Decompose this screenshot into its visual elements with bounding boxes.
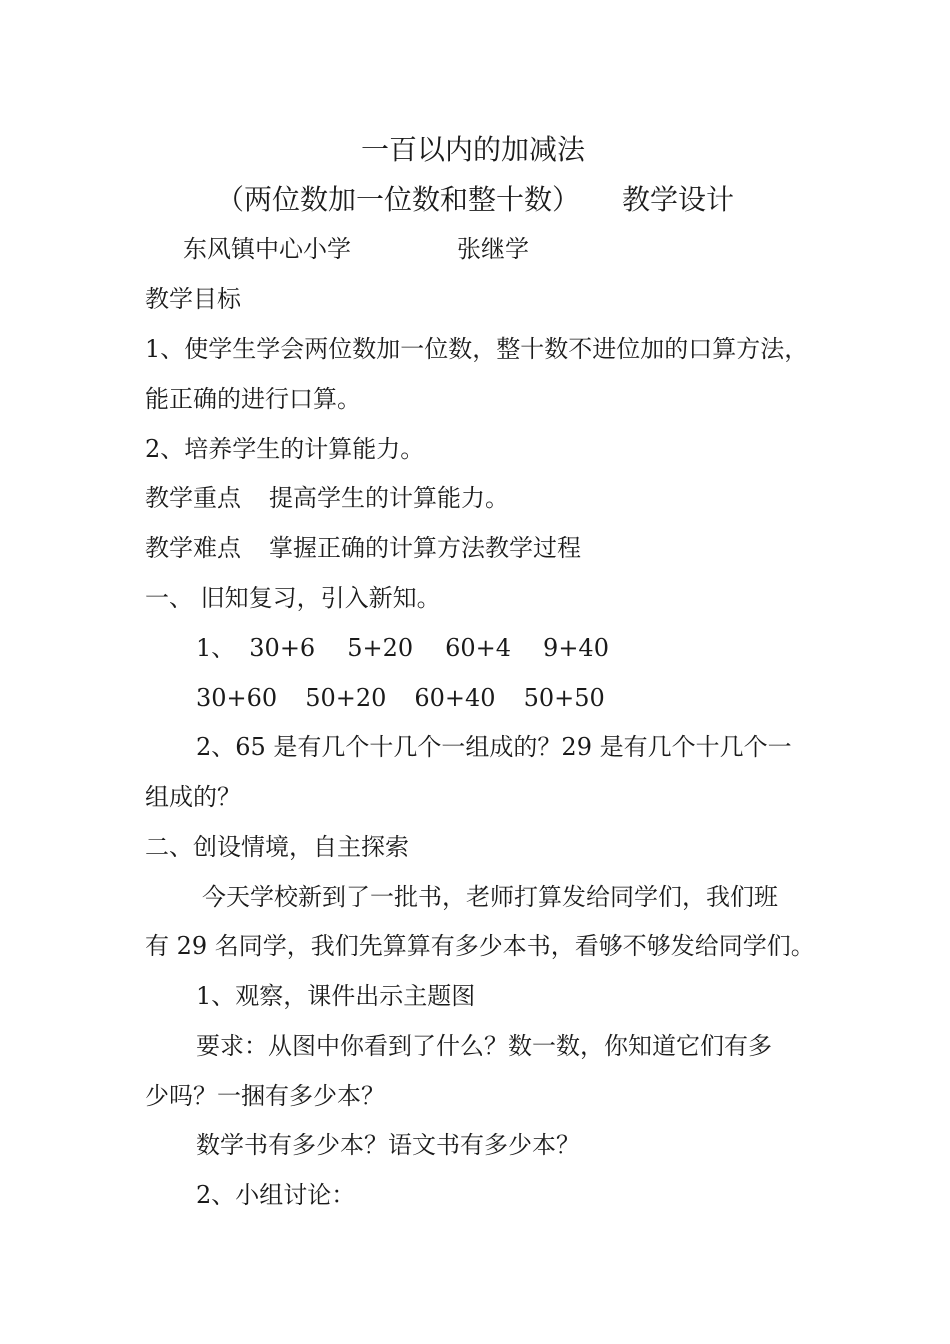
difficulty-label: 教学难点 [145,534,241,562]
review-expression: 9+40 [543,634,609,662]
key-point-label: 教学重点 [145,484,241,512]
objectives-heading: 教学目标 [145,285,241,313]
school-name: 东风镇中心小学 [183,235,351,263]
story-line-1: 今天学校新到了一批书，老师打算发给同学们，我们班 [202,883,778,911]
request-line-2: 少吗？一捆有多少本？ [145,1082,385,1110]
difficulty [145,533,581,563]
section-2-heading: 二、创设情境，自主探索 [145,833,409,861]
review-expression: 60+40 [414,684,496,712]
story-line-2: 有 29 名同学，我们先算算有多少本书，看够不够发给同学们。 [145,932,815,960]
objective-1-line-1: 1、使学生学会两位数加一位数，整十数不进位加的口算方法， [145,335,809,363]
review-expression: 5+20 [347,634,414,662]
document-title: 一百以内的加减法 [361,133,586,166]
question-2-line-2: 组成的？ [145,783,241,811]
key-point-text: 提高学生的计算能力。 [269,484,509,512]
review-row-1 [196,633,609,663]
document-subtitle [216,183,734,217]
key-point [145,483,509,513]
review-expression: 50+20 [305,684,387,712]
objective-2: 2、培养学生的计算能力。 [145,435,425,463]
author-name: 张继学 [457,235,529,263]
review-row-2 [196,683,605,713]
section-1-heading: 一、 旧知复习，引入新知。 [145,584,441,612]
review-expression: 60+4 [445,634,512,662]
review-expression: 30+60 [196,684,278,712]
observe-step: 1、观察，课件出示主题图 [196,982,476,1010]
objective-1-line-2: 能正确的进行口算。 [145,385,361,413]
question-2-line-1: 2、65 是有几个十几个一组成的？29 是有几个十几个一 [196,733,792,761]
group-discussion: 2、小组讨论： [196,1181,356,1209]
subtitle-suffix: 教学设计 [622,183,735,216]
review-label: 1、 [196,634,236,662]
review-expression: 30+6 [249,634,316,662]
difficulty-text: 掌握正确的计算方法教学过程 [269,534,581,562]
subtitle-main: （两位数加一位数和整十数） [216,183,581,216]
request-line-1: 要求：从图中你看到了什么？数一数，你知道它们有多 [196,1032,772,1060]
review-expression: 50+50 [523,684,605,712]
books-question: 数学书有多少本？语文书有多少本？ [196,1131,580,1159]
